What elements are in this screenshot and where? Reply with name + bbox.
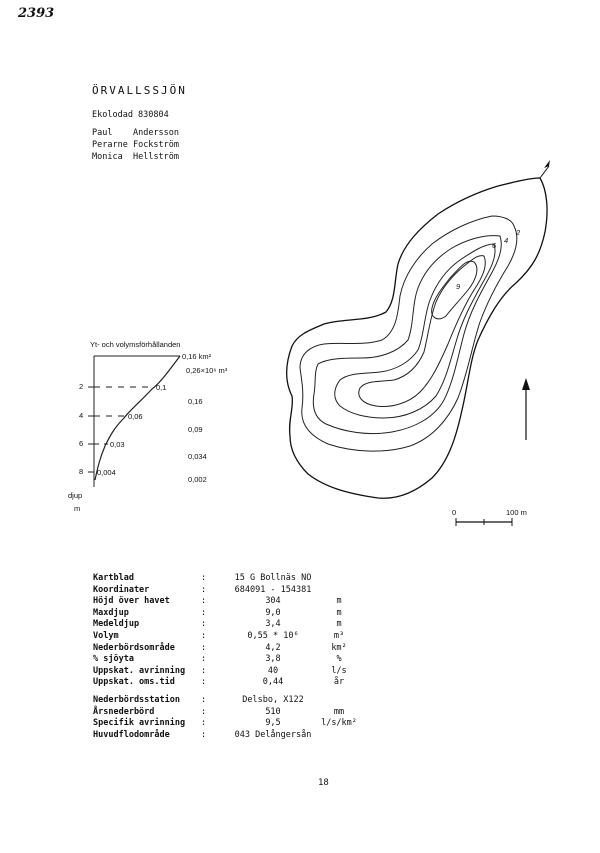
lake-title: ÖRVALLSSJÖN bbox=[92, 84, 187, 97]
volume-label: 0,26×10⁶ m³ bbox=[186, 366, 228, 375]
contour-label: 9 bbox=[456, 282, 461, 291]
contour-2m bbox=[300, 216, 517, 451]
volume-value: 0,002 bbox=[188, 475, 207, 484]
author-line: Perarne Fockström bbox=[92, 140, 180, 150]
fact-row: Kartblad : 15 G Bollnäs NO bbox=[93, 573, 312, 583]
curve-label: 0,1 bbox=[156, 383, 167, 392]
north-arrow-icon bbox=[522, 378, 530, 390]
area-label: 0,16 km² bbox=[182, 352, 212, 361]
fact-row: Volym : 0,55 * 10⁶ m³ bbox=[93, 630, 345, 641]
fact-row: Koordinater : 684091 - 154381 bbox=[93, 584, 312, 595]
depth-tick-label: 8 bbox=[79, 467, 84, 476]
author-line: Paul Andersson bbox=[92, 128, 180, 138]
fact-row: Maxdjup : 9,0 m bbox=[93, 607, 342, 618]
volume-value: 0,09 bbox=[188, 425, 203, 434]
scale-start-label: 0 bbox=[452, 508, 457, 517]
depth-axis-unit: m bbox=[74, 504, 81, 513]
fact-row: Medeldjup : 3,4 m bbox=[93, 619, 342, 630]
survey-date: Ekolodad 830804 bbox=[92, 110, 169, 120]
fact-row: Huvudflodområde : 043 Delångersån bbox=[93, 729, 312, 740]
curve-label: 0,03 bbox=[110, 440, 125, 449]
fact-row: Nederbördsområde : 4,2 km² bbox=[93, 642, 347, 653]
fact-row: Höjd över havet : 304 m bbox=[93, 596, 342, 607]
volume-value: 0,034 bbox=[188, 452, 207, 461]
curve-label: 0,004 bbox=[97, 468, 116, 477]
hypsograph-heading: Yt- och volymsförhållanden bbox=[90, 340, 181, 349]
contour-label: 4 bbox=[504, 236, 509, 245]
volume-value: 0,16 bbox=[188, 397, 203, 406]
scale-end-label: 100 m bbox=[506, 508, 527, 517]
fact-row: Uppskat. avrinning : 40 l/s bbox=[93, 665, 347, 676]
page-mark: 2393 bbox=[18, 6, 55, 21]
fact-row: Specifik avrinning : 9,5 l/s/km² bbox=[93, 718, 357, 729]
curve-label: 0,06 bbox=[128, 412, 143, 421]
depth-tick-label: 4 bbox=[79, 411, 84, 420]
lake-facts-table bbox=[93, 573, 359, 741]
contour-4m bbox=[313, 236, 501, 434]
fact-row: % sjöyta : 3,8 % bbox=[93, 654, 342, 665]
depth-tick-label: 2 bbox=[79, 382, 84, 391]
outlet-stream bbox=[540, 166, 549, 178]
author-line: Monica Hellström bbox=[92, 152, 180, 162]
fact-row: Nederbördsstation : Delsbo, X122 bbox=[93, 694, 304, 705]
depth-tick-label: 6 bbox=[79, 439, 84, 448]
page-number: 18 bbox=[318, 778, 329, 788]
contour-label: 2 bbox=[516, 228, 521, 237]
depth-axis-label: djup bbox=[68, 491, 83, 500]
contour-label: 6 bbox=[492, 241, 497, 250]
outlet-arrow-icon bbox=[544, 160, 550, 168]
fact-row: Uppskat. oms.tid : 0,44 år bbox=[93, 677, 345, 688]
contour-9m bbox=[432, 261, 477, 319]
fact-row: Årsnederbörd : 510 mm bbox=[93, 706, 345, 717]
shoreline bbox=[287, 178, 547, 498]
